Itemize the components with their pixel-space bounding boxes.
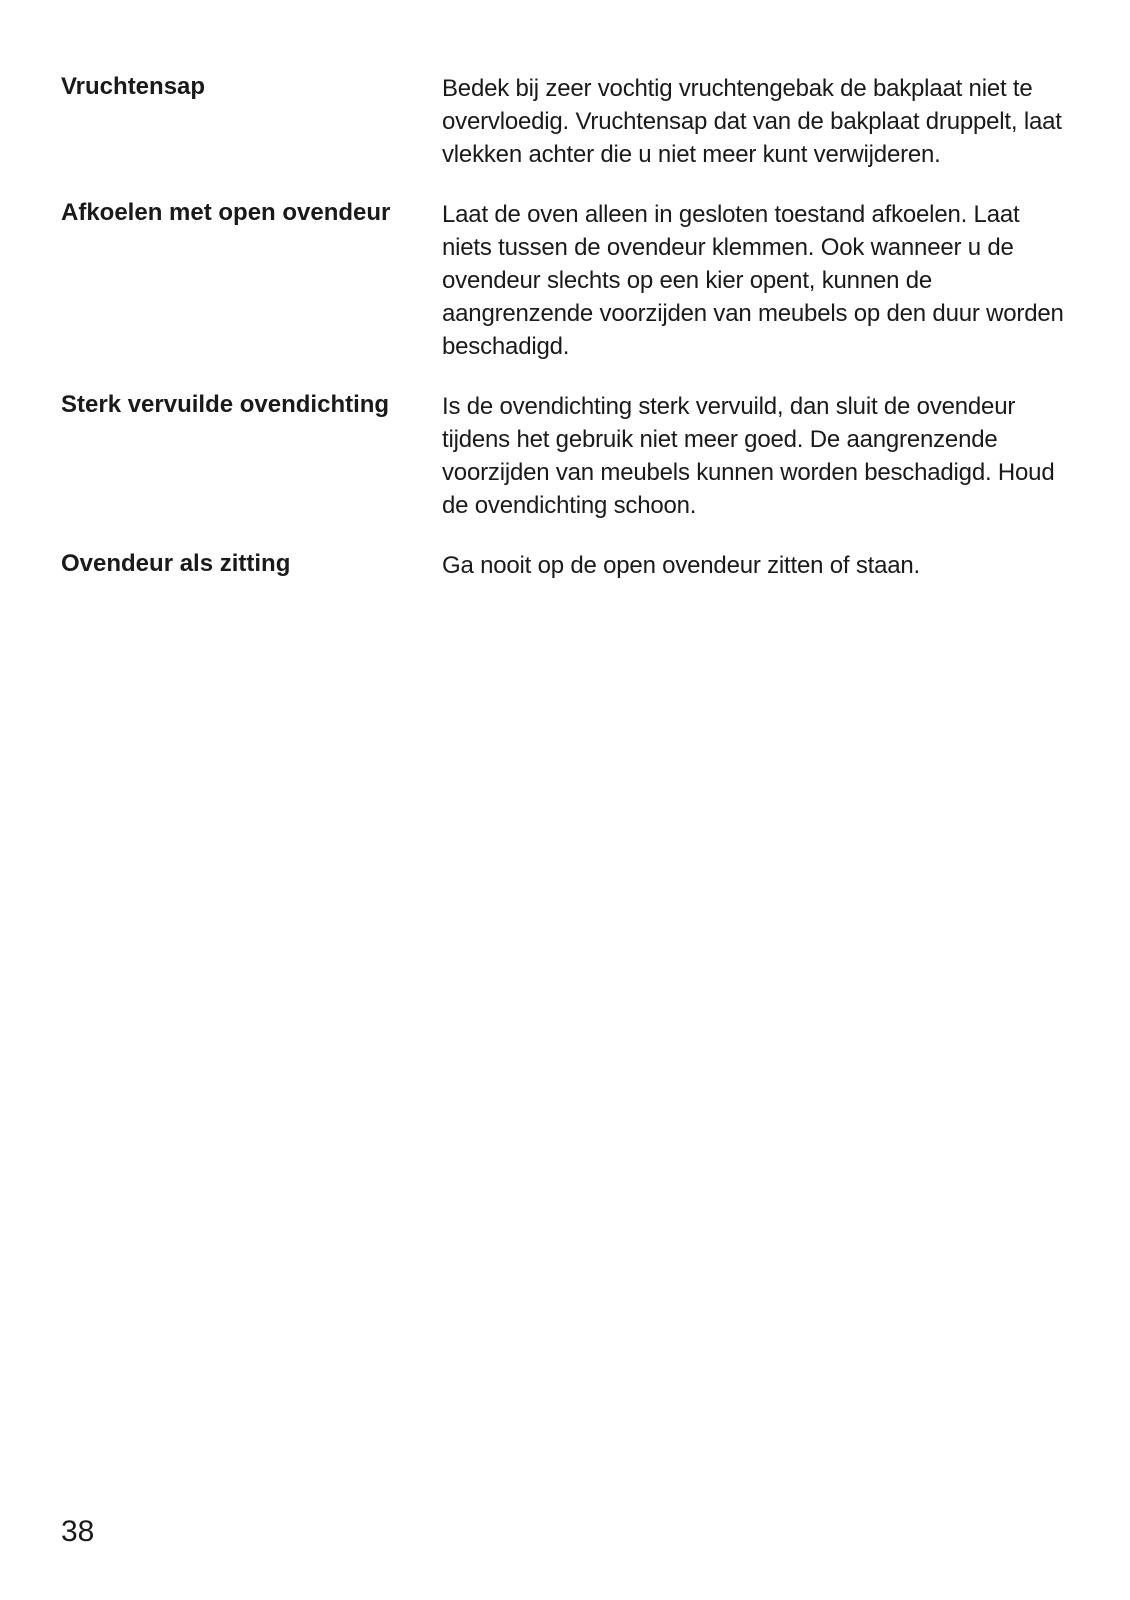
section-term: Sterk vervuilde ovendichting [61,391,390,418]
section-fruit-juice [61,72,1071,171]
section-cooling-open-door [61,198,1071,363]
section-term: Vruchtensap [61,73,206,100]
page-number: 38 [61,1515,95,1548]
section-description: Laat de oven alleen in gesloten toestand afkoelen. Laat niets tussen de ovendeur klemmen. Ook wanneer u de ovendeur slechts op een kier opent, kunnen de aangrenzende voorzijden van meubels op den duur worden beschadigd. [442,201,1064,360]
document-body [61,72,1071,609]
section-description: Bedek bij zeer vochtig vruchtengebak de bakplaat niet te overvloedig. Vruchtensap dat van de bakplaat druppelt, laat vlekken achter die u niet meer kunt verwijderen. [442,75,1062,168]
section-description: Is de ovendichting sterk vervuild, dan sluit de ovendeur tijdens het gebruik niet meer goed. De aangrenzende voorzijden van meubels kunnen worden beschadigd. Houd de ovendichting schoon. [442,393,1055,519]
section-description: Ga nooit op de open ovendeur zitten of staan. [442,552,921,579]
section-door-as-seat [61,549,1071,582]
section-dirty-door-seal [61,390,1071,522]
section-term: Ovendeur als zitting [61,550,291,577]
section-term: Afkoelen met open ovendeur [61,199,391,226]
